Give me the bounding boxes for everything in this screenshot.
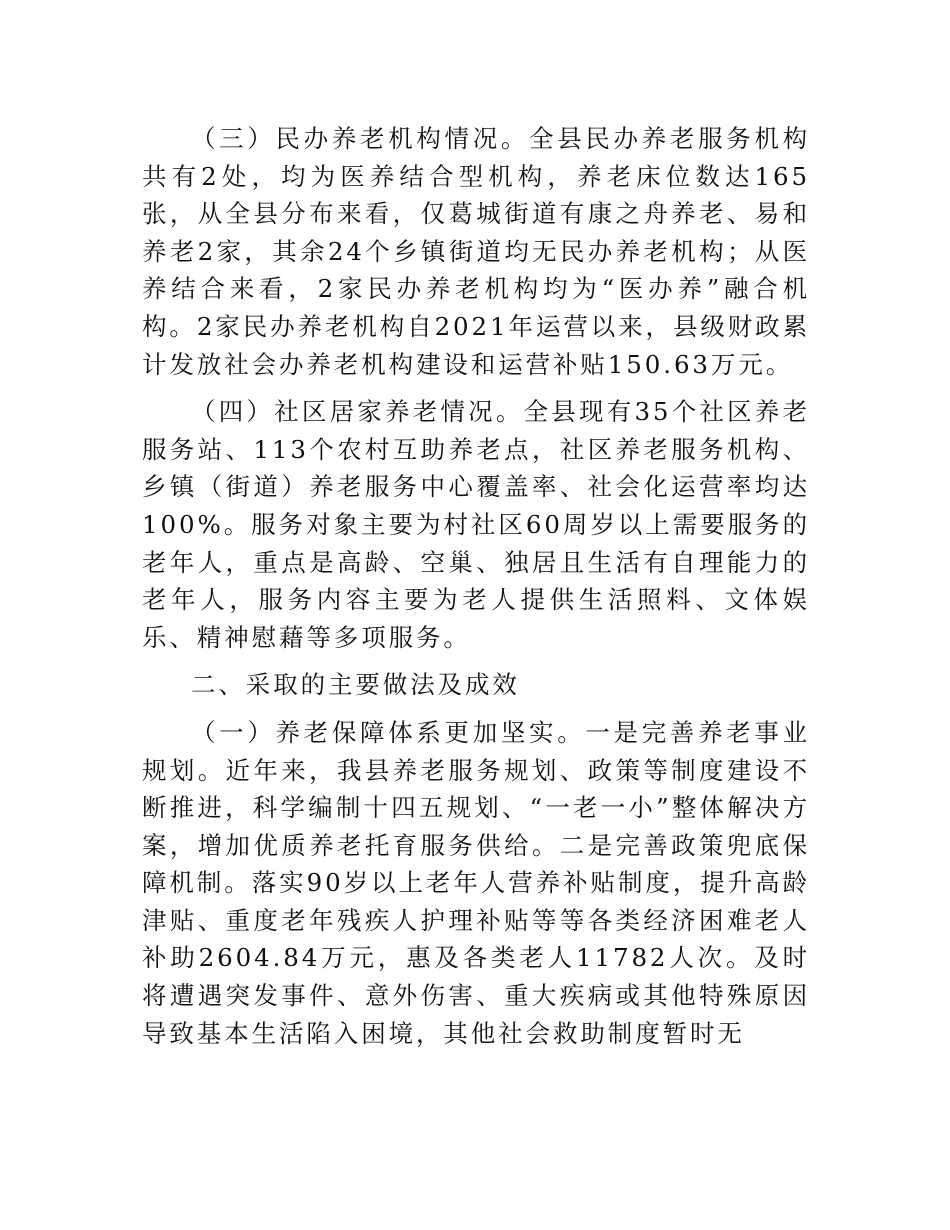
paragraph-community-home-elderly-care: （四）社区居家养老情况。全县现有35个社区养老服务站、113个农村互助养老点，社区养老服务机构、乡镇（街道）养老服务中心覆盖率、社会化运营率均达100%。服务对象主要为村社区60周岁以上需要服务的老年人，重点是高龄、空巢、独居且生活有自理能力的老年人，服务内容主要为老人提供生活照料、文体娱乐、精神慰藉等多项服务。 bbox=[142, 397, 810, 652]
section-heading-main-measures: 二、采取的主要做法及成效 bbox=[191, 670, 520, 700]
paragraph-elderly-security-system: （一）养老保障体系更加坚实。一是完善养老事业规划。近年来，我县养老服务规划、政策等制度建设不断推进，科学编制十四五规划、“一老一小”整体解决方案，增加优质养老托育服务供给。二是完善政策兜底保障机制。落实90岁以上老年人营养补贴制度，提升高龄津贴、重度老年残疾人护理补贴等等各类经济困难老人补助2604.84万元，惠及各类老人11782人次。及时将遭遇突发事件、意外伤害、重大疾病或其他特殊原因导致基本生活陷入困境，其他社会救助制度暂时无 bbox=[142, 717, 810, 1048]
document-body bbox=[142, 120, 810, 1052]
paragraph-private-elderly-care-institutions: （三）民办养老机构情况。全县民办养老服务机构共有2处，均为医养结合型机构，养老床位数达165张，从全县分布来看，仅葛城街道有康之舟养老、易和养老2家，其余24个乡镇街道均无民办养老机构；从医养结合来看，2家民办养老机构均为“医办养”融合机构。2家民办养老机构自2021年运营以来，县级财政累计发放社会办养老机构建设和运营补贴150.63万元。 bbox=[142, 124, 810, 379]
